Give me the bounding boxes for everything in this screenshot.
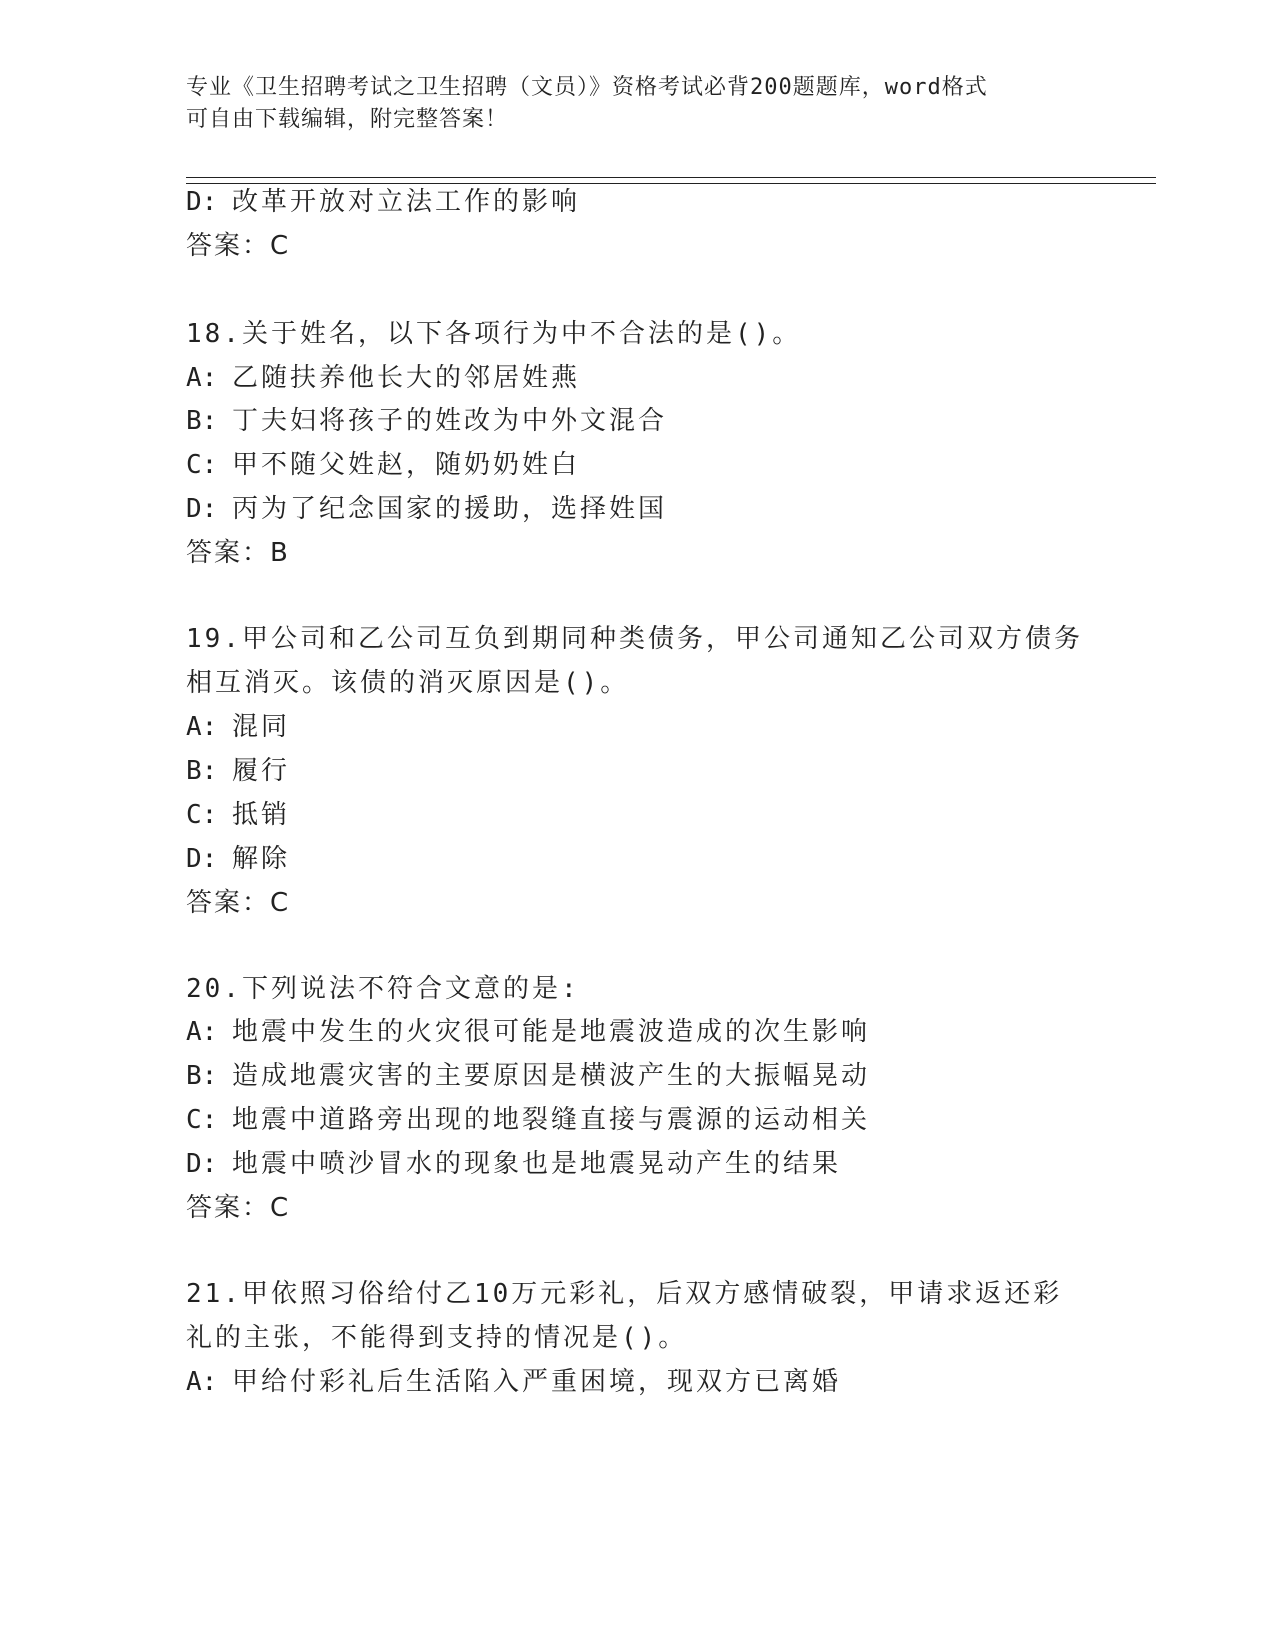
option-label: A: [186,712,218,742]
q19-answer: 答案：C [186,888,291,918]
option-text: 丙为了纪念国家的援助，选择姓国 [232,494,668,524]
q21-stem-line-1: 21.甲依照习俗给付乙10万元彩礼，后双方感情破裂，甲请求返还彩 [186,1279,1063,1309]
option-text: 解除 [232,844,291,874]
q17-answer: 答案：C [186,231,291,261]
q20-option-d [186,1147,841,1181]
q20-stem: 20.下列说法不符合文意的是: [186,974,580,1004]
q18-option-a [186,361,580,395]
q19-stem-line-2: 相互消灭。该债的消灭原因是()。 [186,668,630,698]
option-text: 改革开放对立法工作的影响 [232,187,581,217]
q20-option-a [186,1015,870,1049]
q19-option-a [186,710,290,744]
document-header [186,72,1086,136]
q20-answer: 答案：C [186,1193,291,1223]
option-text: 乙随扶养他长大的邻居姓燕 [232,363,581,393]
option-label: A: [186,363,218,393]
option-text: 地震中道路旁出现的地裂缝直接与震源的运动相关 [232,1105,871,1135]
q20-option-b [186,1059,870,1093]
q17-option-d [186,185,580,219]
header-line-1: 专业《卫生招聘考试之卫生招聘（文员）》资格考试必背200题题库，word格式 [186,75,988,100]
option-label: C: [186,1105,218,1135]
option-label: D: [186,844,218,874]
q19-stem-line-1: 19.甲公司和乙公司互负到期同种类债务，甲公司通知乙公司双方债务 [186,624,1083,654]
option-label: B: [186,756,218,786]
q19-option-c [186,798,290,832]
header-line-2: 可自由下载编辑，附完整答案！ [186,107,509,132]
q20-option-c [186,1103,870,1137]
option-text: 履行 [232,756,291,786]
option-label: D: [186,187,218,217]
q21-stem-line-2: 礼的主张，不能得到支持的情况是()。 [186,1323,688,1353]
option-text: 混同 [232,712,291,742]
option-text: 抵销 [232,800,291,830]
option-label: B: [186,1061,218,1091]
q19-option-b [186,754,290,788]
option-text: 甲给付彩礼后生活陷入严重困境，现双方已离婚 [232,1367,842,1397]
option-text: 地震中喷沙冒水的现象也是地震晃动产生的结果 [232,1149,842,1179]
option-text: 地震中发生的火灾很可能是地震波造成的次生影响 [232,1017,871,1047]
option-text: 丁夫妇将孩子的姓改为中外文混合 [232,406,668,436]
q19-option-d [186,842,290,876]
option-label: B: [186,406,218,436]
header-divider-bottom [186,183,1156,184]
q18-answer: 答案：B [186,538,290,568]
q18-option-c [186,448,580,482]
header-divider-top [186,177,1156,178]
option-text: 甲不随父姓赵，随奶奶姓白 [232,450,581,480]
option-label: A: [186,1367,218,1397]
q21-option-a [186,1365,841,1399]
option-label: A: [186,1017,218,1047]
option-label: D: [186,494,218,524]
q18-option-b [186,404,667,438]
option-label: C: [186,800,218,830]
q18-option-d [186,492,667,526]
q18-stem: 18.关于姓名，以下各项行为中不合法的是()。 [186,319,802,349]
option-label: D: [186,1149,218,1179]
option-label: C: [186,450,218,480]
option-text: 造成地震灾害的主要原因是横波产生的大振幅晃动 [232,1061,871,1091]
